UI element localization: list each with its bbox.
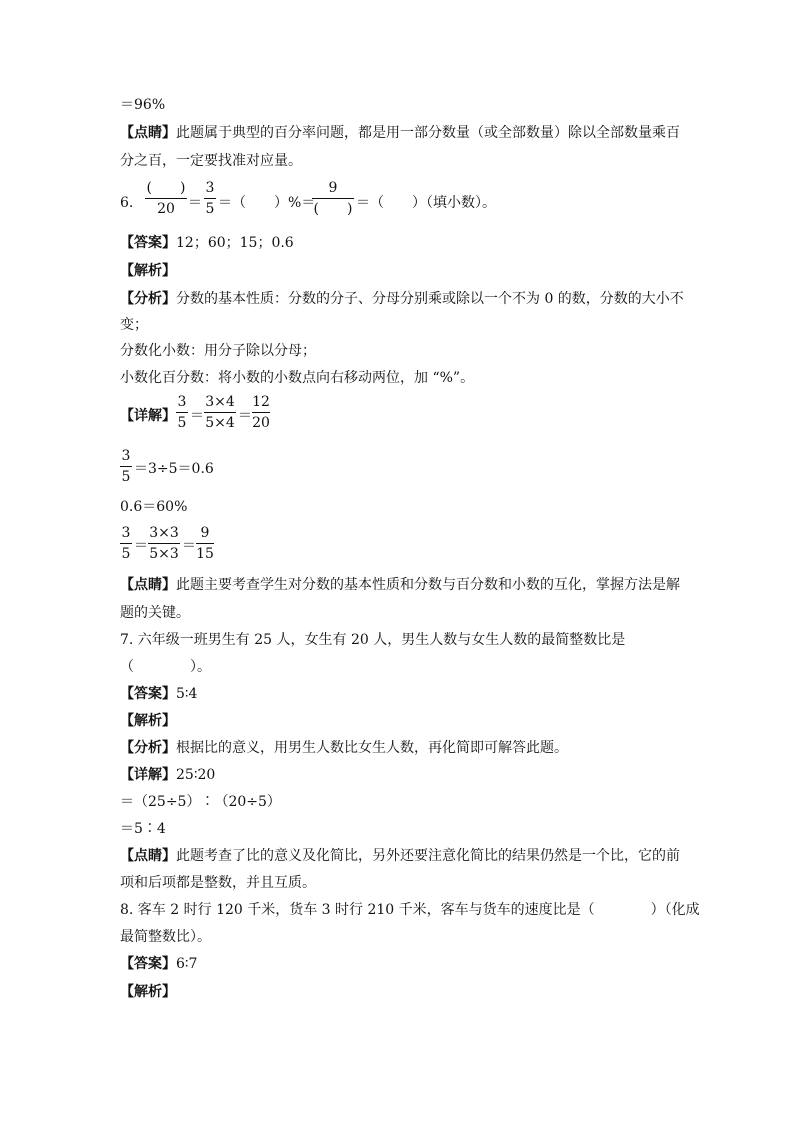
question-number: 6. <box>120 195 134 211</box>
fraction-bar <box>176 412 188 413</box>
denominator: 5 <box>121 469 131 485</box>
dianjing-text: 此题考查了比的意义及化简比，另外还要注意化简比的结果仍然是一个比，它的前 <box>176 848 680 864</box>
equation-text: ＝3÷5＝0.6 <box>134 461 214 477</box>
denominator: 5 <box>177 415 187 431</box>
denominator: ( ) <box>313 201 353 217</box>
equation-text: 0.6＝60% <box>120 499 188 515</box>
dianjing-line <box>120 123 680 143</box>
numerator: 9 <box>200 525 210 541</box>
fraction <box>204 180 216 217</box>
denominator: 5 <box>121 546 131 562</box>
fraction-bar <box>312 198 354 199</box>
answer-tag: 【答案】 <box>120 956 176 972</box>
equals-sign: ＝ <box>238 408 252 424</box>
question-text: ＝（ ）%＝ <box>218 195 316 211</box>
denominator: 20 <box>157 201 175 217</box>
equals-sign: ＝ <box>182 538 196 554</box>
answer-line <box>120 233 294 253</box>
xiangjie-tag: 【详解】 <box>120 767 176 783</box>
fraction <box>145 180 187 217</box>
fenxi-text: 分数的基本性质：分数的分子、分母分别乘或除以一个不为 0 的数，分数的大小不 <box>176 291 684 307</box>
fraction-bar <box>120 543 132 544</box>
numerator: 3×3 <box>149 525 179 541</box>
answer-text: 6∶7 <box>176 956 198 972</box>
denominator: 5×4 <box>205 415 235 431</box>
fraction <box>176 394 188 431</box>
fenxi-text: 根据比的意义，用男生人数比女生人数，再化简即可解答此题。 <box>176 740 568 756</box>
answer-tag: 【答案】 <box>120 686 176 702</box>
numerator: 3×4 <box>205 394 235 410</box>
text-line: 小数化百分数：将小数的小数点向右移动两位，加 “%”。 <box>120 370 475 386</box>
equals-sign: ＝ <box>134 538 148 554</box>
question-text: 最简整数比）。 <box>120 929 211 945</box>
dianjing-text: 此题主要考查学生对分数的基本性质和分数与百分数和小数的互化，掌握方法是解 <box>176 577 680 593</box>
fraction <box>196 525 214 562</box>
numerator: 3 <box>121 525 131 541</box>
text-line: 题的关键。 <box>120 605 190 621</box>
denominator: 5×3 <box>149 546 179 562</box>
question-text: ＝（ ）（填小数）。 <box>356 195 496 211</box>
dianjing-tag: 【点睛】 <box>120 577 176 593</box>
text-line: 分数化小数：用分子除以分母； <box>120 343 316 359</box>
numerator: 12 <box>252 394 270 410</box>
dianjing-line <box>120 846 680 866</box>
numerator: 3 <box>177 394 187 410</box>
fraction-bar <box>145 198 187 199</box>
fraction <box>148 525 180 562</box>
equals-sign: ＝ <box>190 408 204 424</box>
text-line: 项和后项都是整数，并且互质。 <box>120 875 316 891</box>
answer-text: 12；60；15；0.6 <box>176 235 294 251</box>
fraction-bar <box>148 543 180 544</box>
answer-text: 5∶4 <box>176 686 198 702</box>
equation-text: 25∶20 <box>176 767 216 783</box>
jiexi-tag: 【解析】 <box>120 713 176 729</box>
jiexi-tag: 【解析】 <box>120 984 176 1000</box>
denominator: 20 <box>252 415 270 431</box>
numerator: 9 <box>328 180 338 196</box>
text-line: ＝96% <box>120 97 166 113</box>
question-text: 8. 客车 2 时行 120 千米，货车 3 时行 210 千米，客车与货车的速度比是（ ）（化成 <box>120 902 700 918</box>
denominator: 5 <box>205 201 215 217</box>
fraction <box>252 394 270 431</box>
answer-tag: 【答案】 <box>120 235 176 251</box>
fraction-bar <box>204 412 236 413</box>
question-text: （ ）。 <box>120 659 211 675</box>
xiangjie-line <box>120 765 215 785</box>
fraction <box>204 394 236 431</box>
fenxi-line <box>120 738 568 758</box>
answer-line <box>120 954 197 974</box>
xiangjie-tag: 【详解】 <box>120 408 176 424</box>
dianjing-tag: 【点睛】 <box>120 125 176 141</box>
denominator: 15 <box>196 546 214 562</box>
fraction <box>312 180 354 217</box>
equation-text: ＝（25÷5）∶（20÷5） <box>120 794 281 810</box>
question-text: 7. 六年级一班男生有 25 人，女生有 20 人，男生人数与女生人数的最简整数比是 <box>120 632 626 648</box>
equation-text: ＝5∶4 <box>120 821 166 837</box>
fraction <box>120 448 132 485</box>
fenxi-tag: 【分析】 <box>120 291 176 307</box>
numerator: ( ) <box>146 180 186 196</box>
answer-line <box>120 684 197 704</box>
numerator: 3 <box>205 180 215 196</box>
fenxi-line <box>120 289 684 309</box>
dianjing-text: 此题属于典型的百分率问题，都是用一部分数量（或全部数量）除以全部数量乘百 <box>176 125 680 141</box>
text-line: 变； <box>120 317 148 333</box>
fraction <box>120 525 132 562</box>
fraction-bar <box>196 543 214 544</box>
fraction-bar <box>252 412 270 413</box>
dianjing-tag: 【点睛】 <box>120 848 176 864</box>
fraction-bar <box>120 466 132 467</box>
dianjing-line <box>120 575 680 595</box>
fraction-bar <box>204 198 216 199</box>
fenxi-tag: 【分析】 <box>120 740 176 756</box>
equals-sign: ＝ <box>188 195 202 211</box>
jiexi-tag: 【解析】 <box>120 263 176 279</box>
text-line: 分之百，一定要找准对应量。 <box>120 153 302 169</box>
numerator: 3 <box>121 448 131 464</box>
